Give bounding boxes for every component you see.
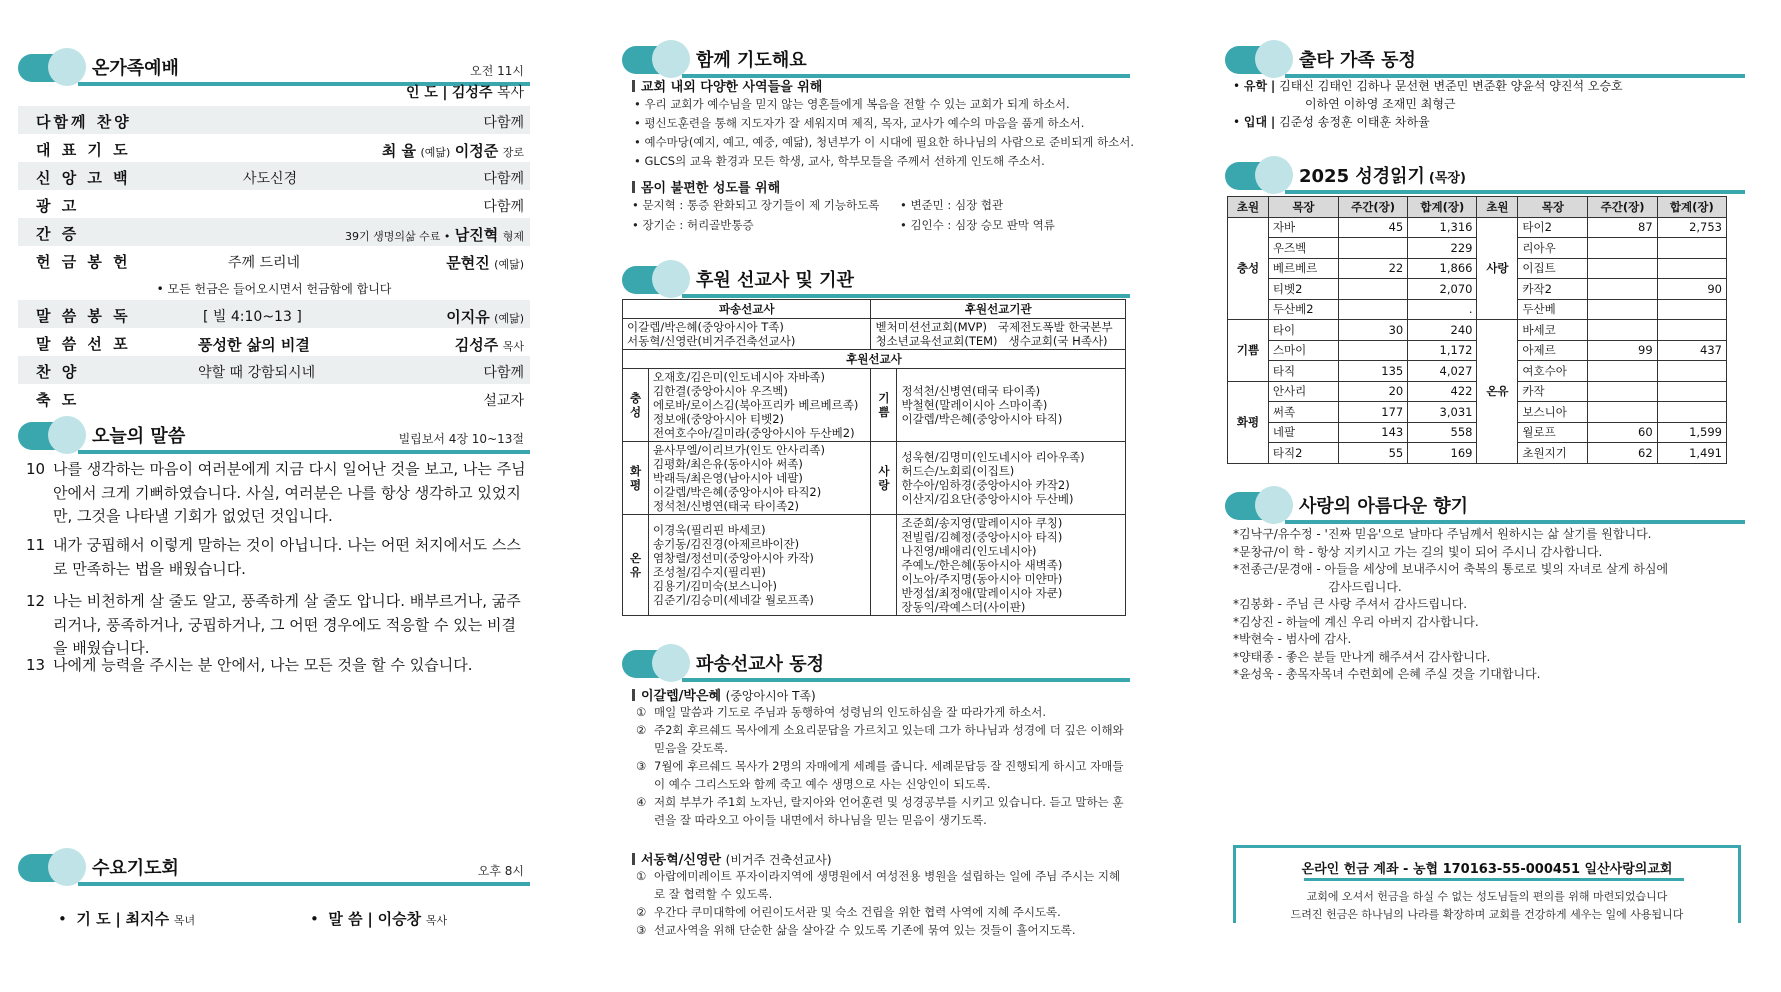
reading-cell-total: 2,070: [1408, 279, 1477, 300]
reading-col-header: 합계(장): [1657, 197, 1726, 218]
prayer-group1-title: 교회 내외 다양한 사역들을 위해: [632, 76, 822, 95]
mission-list: 조준희/송지영(말레이시아 쿠칭) 전빌립/김혜정(중앙아시아 타직) 나진영/배애리(인도네시아) 주예노/한은혜(동아시아 새벽족) 이노아/주지명(동아시아 미얀마) 반정섭/최정애(말레이시아 자쿤) 장동익/곽예스더(사이판): [897, 515, 1126, 616]
prayer-item: • 예수마당(예지, 예고, 예중, 예닮), 청년부가 이 시대에 필요한 하나님의 사람으로 준비되게 하소서.: [634, 134, 1134, 150]
order-label: 대 표 기 도: [36, 141, 131, 159]
order-person: 이지유 (예닮): [446, 308, 524, 326]
order-label: 간 증: [36, 225, 80, 243]
wednesday-time: 오후 8시: [477, 864, 524, 878]
order-person: 다함께: [483, 199, 524, 215]
family-title: 출타 가족 동정: [1299, 50, 1416, 71]
reading-cell-name: 초원지기: [1518, 443, 1588, 464]
reading-cell-name: 타직: [1268, 361, 1338, 382]
order-content: 약할 때 강함되시네: [198, 365, 316, 381]
prayer-title: 함께 기도해요: [696, 50, 807, 71]
scent-line: *전종근/문경애 - 아들을 세상에 보내주시어 축복의 통로로 빛의 자녀로 살게 하심에: [1233, 562, 1669, 576]
report-item: ③ 선교사역을 위해 단순한 삶을 살아갈 수 있도록 기존에 묶여 있는 것들이 흘어지도록.: [636, 923, 1076, 937]
order-label: 말 씀 선 포: [36, 335, 131, 353]
reading-group: 화평: [1228, 381, 1269, 463]
order-row: [18, 300, 530, 328]
prayer-header: [622, 40, 1130, 78]
scent-line: *김봉화 - 주님 큰 사랑 주셔서 감사드립니다.: [1233, 597, 1468, 611]
report-name: 서동혁/신영란 (비거주 건축선교사): [632, 849, 832, 868]
mission-list: 성욱현/김명미(인도네시아 리아우족) 허드슨/노회뢰(이집트) 한수아/임하경(중앙아시아 카작2) 이산지/김요단(중앙아시아 두산베): [897, 442, 1126, 515]
reading-col-header: 초원: [1228, 197, 1269, 218]
reading-cell-name: 타직2: [1268, 443, 1338, 464]
mission-list: 정석천/신병연(태국 타이족) 박철현(말레이시아 스마이족) 이갈렙/박은혜(중앙아시아 타직): [897, 369, 1126, 442]
reading-cell-total: 90: [1657, 279, 1726, 300]
scent-line: *양태종 - 좋은 분들 만나게 해주셔서 감사합니다.: [1233, 649, 1491, 664]
reading-cell-name: 타이: [1268, 320, 1338, 341]
verse: [26, 654, 526, 678]
prayer-item: • GLCS의 교육 환경과 모든 학생, 교사, 학부모들을 주께서 선하게 인도해 주소서.: [634, 153, 1045, 169]
reading-cell-week: [1588, 381, 1657, 402]
word-title: 오늘의 말씀: [92, 426, 186, 447]
reading-cell-total: 1,599: [1657, 422, 1726, 443]
verse-text: 나를 생각하는 마음이 여러분에게 지금 다시 일어난 것을 보고, 나는 주님 안에서 크게 기뻐하였습니다. 사실, 여러분은 나를 항상 생각하고 있었지만, 그것을 나타낼 기회가 없었던 것입니다.: [53, 460, 526, 525]
reading-row: [1228, 217, 1727, 238]
order-person: 다함께: [483, 115, 524, 131]
reading-cell-week: 177: [1338, 402, 1407, 423]
mission-group-label: 온 유: [623, 515, 649, 616]
reading-cell-name: 타이2: [1518, 217, 1588, 238]
reading-cell-total: [1657, 402, 1726, 423]
order-row: [18, 356, 530, 384]
reading-cell-total: .: [1408, 299, 1477, 320]
order-person: 39기 생명의삶 수료 • 남진혁 형제: [344, 226, 524, 244]
order-label: 헌 금 봉 헌: [36, 253, 131, 271]
worship-header: [18, 48, 530, 86]
reading-cell-total: [1657, 320, 1726, 341]
reading-col-header: 주간(장): [1588, 197, 1657, 218]
offering-note: • 모든 헌금은 들어오시면서 헌금함에 합니다: [156, 282, 392, 296]
report-item: ③ 7월에 후르쉐드 목사가 2명의 자매에게 세례를 줍니다. 세례문답등 잘 진행되게 하시고 자매들이 예수 그리스도와 함께 죽고 예수 생명으로 사는 신앙인이 되도록.: [636, 759, 1124, 791]
sent-list: 이갈렙/박은혜(중앙아시아 T족) 서동혁/신영란(비거주건축선교사): [623, 319, 871, 350]
reading-cell-week: [1338, 279, 1407, 300]
reading-cell-name: 아제르: [1518, 340, 1588, 361]
reading-cell-week: [1588, 320, 1657, 341]
reading-cell-total: 1,491: [1657, 443, 1726, 464]
news-header: [622, 644, 1130, 682]
reading-cell-week: 20: [1338, 381, 1407, 402]
mission-list: 윤사무엘/이리브가(인도 안사리족) 김평화/최은유(동아시아 써족) 박래득/최은영(남아시아 네팔) 이갈렙/박은혜(중앙아시아 타직2) 정석천/신병연(태국 타이족2): [649, 442, 871, 515]
order-row: [18, 106, 530, 134]
reading-cell-name: 카작2: [1518, 279, 1588, 300]
order-label: 신 앙 고 백: [36, 169, 131, 187]
reading-cell-week: [1588, 361, 1657, 382]
mission-group-label: 사 랑: [871, 442, 897, 515]
wednesday-header: [18, 848, 530, 886]
order-label: 축 도: [36, 391, 80, 409]
reading-cell-week: [1338, 299, 1407, 320]
reading-cell-week: 135: [1338, 361, 1407, 382]
order-content: 풍성한 삶의 비결: [198, 336, 310, 354]
account-box: [1233, 845, 1741, 923]
order-person: 최 율 (예닮) 이정준 장로: [381, 142, 524, 160]
reading-cell-name: 이집트: [1518, 258, 1588, 279]
reading-cell-total: 229: [1408, 238, 1477, 259]
verse-text: 내가 궁핍해서 이렇게 말하는 것이 아닙니다. 나는 어떤 처지에서도 스스로 만족하는 법을 배웠습니다.: [53, 536, 521, 578]
family-header: [1225, 40, 1745, 78]
reading-cell-name: 보스니아: [1518, 402, 1588, 423]
report-item: ① 매일 말씀과 기도로 주님과 동행하여 성령님의 인도하심을 잘 따라가게 하소서.: [636, 705, 1047, 719]
report-name: 이갈렙/박은혜 (중앙아시아 T족): [632, 685, 816, 704]
verse: [26, 590, 526, 661]
reading-cell-week: 60: [1588, 422, 1657, 443]
reading-col-header: 합계(장): [1408, 197, 1477, 218]
org-header: 후원선교기관: [871, 300, 1126, 319]
reading-col-header: 주간(장): [1338, 197, 1407, 218]
reading-cell-week: [1588, 402, 1657, 423]
order-row: [18, 162, 530, 190]
scent-line: *문창규/이 학 - 항상 지키시고 가는 길의 빛이 되어 주시니 감사합니다.: [1233, 544, 1603, 559]
org-list: 벧처미션선교회(MVP) 국제전도폭발 한국본부 청소년교육선교회(TEM) 생수교회(국 H족사): [871, 319, 1126, 350]
account-line1: 교회에 오셔서 헌금을 하실 수 없는 성도님들의 편의를 위해 마련되었습니다: [1306, 890, 1668, 903]
reading-cell-week: 22: [1338, 258, 1407, 279]
scent-line: *박현숙 - 범사에 감사.: [1233, 632, 1352, 646]
order-row: [18, 246, 530, 274]
study-abroad-cont: 이하연 이하영 조재민 최형근: [1305, 97, 1456, 111]
reading-cell-name: 써족: [1268, 402, 1338, 423]
reading-cell-total: [1657, 238, 1726, 259]
reading-title: 2025 성경읽기 (목장): [1299, 166, 1466, 187]
reading-cell-total: 240: [1408, 320, 1477, 341]
verse-text: 나는 비천하게 살 줄도 알고, 풍족하게 살 줄도 압니다. 배부르거나, 굶주리거나, 풍족하거나, 궁핍하거나, 그 어떤 경우에도 적응할 수 있는 비결을 배웠습니다.: [53, 592, 521, 657]
order-person: 김성주 목사: [454, 336, 524, 354]
verse: [26, 534, 526, 581]
reading-cell-name: 바세코: [1518, 320, 1588, 341]
reading-cell-name: 여호수아: [1518, 361, 1588, 382]
reading-group: 온유: [1477, 320, 1518, 464]
order-content: 사도신경: [243, 171, 298, 187]
reading-cell-total: [1657, 299, 1726, 320]
reading-cell-week: [1588, 299, 1657, 320]
reading-cell-name: 스마이: [1268, 340, 1338, 361]
reading-group: 기쁨: [1228, 320, 1269, 382]
order-row: [18, 328, 530, 356]
report-item: ① 아랍에미레이트 푸자이라지역에 생명원에서 여성전용 병원을 설립하는 일에 주님 주시는 지혜로 잘 협력할 수 있도록.: [636, 869, 1121, 901]
reading-cell-name: 베르베르: [1268, 258, 1338, 279]
worship-leader: 인 도 | 김성주 목사: [405, 85, 524, 101]
order-row: [18, 218, 530, 246]
reading-cell-name: 카작: [1518, 381, 1588, 402]
missions-table: [622, 299, 1126, 616]
news-title: 파송선교사 동정: [696, 654, 824, 675]
order-row: [18, 384, 530, 412]
order-label: 찬 양: [36, 363, 80, 381]
reading-cell-name: 두산베: [1518, 299, 1588, 320]
reading-cell-week: [1338, 340, 1407, 361]
reading-group: 사랑: [1477, 217, 1518, 320]
reading-cell-total: 1,866: [1408, 258, 1477, 279]
reading-col-header: 목장: [1268, 197, 1338, 218]
prayer-sick-item: • 문지혁 : 통증 완화되고 장기들이 제 기능하도록: [632, 197, 879, 213]
reading-cell-name: 우즈벡: [1268, 238, 1338, 259]
report-item: ② 우간다 쿠미대학에 어린이도서관 및 숙소 건립을 위한 협력 사역에 지혜 주시도록.: [636, 905, 1061, 919]
reading-cell-week: [1588, 238, 1657, 259]
reading-cell-week: [1588, 279, 1657, 300]
reading-table: [1227, 196, 1727, 464]
reading-cell-total: 169: [1408, 443, 1477, 464]
scent-line: *윤성욱 - 총목자목녀 수련회에 은혜 주실 것을 기대합니다.: [1233, 667, 1541, 681]
order-label: 광 고: [36, 197, 80, 215]
order-person: 설교자: [483, 393, 524, 409]
reading-group: 충성: [1228, 217, 1269, 320]
reading-cell-total: 437: [1657, 340, 1726, 361]
word-header: [18, 416, 530, 454]
reading-cell-name: 티벳2: [1268, 279, 1338, 300]
scent-line: *김낙구/유수정 - '진짜 믿음'으로 날마다 주님께서 원하시는 삶 살기를 원합니다.: [1233, 527, 1652, 541]
reading-cell-week: 62: [1588, 443, 1657, 464]
order-content: 주께 드리네: [228, 255, 301, 271]
reading-cell-name: 월로프: [1518, 422, 1588, 443]
wednesday-sermon: • 말 씀 | 이승창 목사: [310, 910, 448, 928]
prayer-group2-title: 몸이 불편한 성도를 위해: [632, 177, 780, 196]
study-abroad: • 유학 | 김태신 김태인 김하나 문선현 변준민 변준환 양윤석 양진석 오승호: [1233, 79, 1623, 93]
family-reading-column: [1225, 0, 1745, 992]
verse-number: 12: [26, 592, 46, 610]
missions-title: 후원 선교사 및 기관: [696, 270, 854, 291]
worship-column: [18, 0, 530, 992]
reading-header: [1225, 156, 1745, 194]
wednesday-prayer: • 기 도 | 최지수 목녀: [58, 910, 196, 928]
reading-cell-total: 558: [1408, 422, 1477, 443]
order-content: [ 빌 4:10~13 ]: [203, 309, 302, 325]
scent-header: [1225, 486, 1745, 524]
support-header: 후원선교사: [623, 350, 1126, 369]
reading-row: [1228, 320, 1727, 341]
prayer-sick-item: • 장기순 : 허리골반통증: [632, 217, 754, 233]
military: • 입대 | 김준성 송정훈 이태훈 차하율: [1233, 115, 1430, 129]
reading-cell-name: 리아우: [1518, 238, 1588, 259]
verse-number: 13: [26, 656, 46, 674]
reading-cell-total: 2,753: [1657, 217, 1726, 238]
reading-cell-week: [1588, 258, 1657, 279]
reading-col-header: 목장: [1518, 197, 1588, 218]
mission-list: 오재호/김은미(인도네시아 자바족) 김한결(중앙아시아 우즈벡) 에로바/로이스김(북아프리카 베르베르족) 정보애(중앙아시아 티벳2) 전여호수아/길미라(중앙아시아 두산베2): [649, 369, 871, 442]
reading-cell-week: 99: [1588, 340, 1657, 361]
worship-title: 온가족예배: [92, 58, 179, 79]
order-label: 말 씀 봉 독: [36, 307, 131, 325]
reading-cell-total: [1657, 381, 1726, 402]
reading-cell-total: 422: [1408, 381, 1477, 402]
verse-number: 10: [26, 460, 46, 478]
prayer-sick-item: • 변준민 : 심장 협관: [900, 197, 1003, 213]
order-row: [18, 134, 530, 162]
scent-title: 사랑의 아름다운 향기: [1299, 496, 1469, 517]
reading-cell-total: 4,027: [1408, 361, 1477, 382]
reading-cell-total: 1,316: [1408, 217, 1477, 238]
scent-line: *김상진 - 하늘에 계신 우리 아버지 감사합니다.: [1233, 614, 1479, 629]
reading-cell-total: 1,172: [1408, 340, 1477, 361]
order-person: 다함께: [483, 365, 524, 381]
mission-group-label: 기 쁨: [871, 369, 897, 442]
prayer-item: • 우리 교회가 예수님을 믿지 않는 영혼들에게 복음을 전할 수 있는 교회가 되게 하소서.: [634, 96, 1070, 112]
reading-cell-name: 자바: [1268, 217, 1338, 238]
reading-cell-week: 55: [1338, 443, 1407, 464]
order-label: 다함께 찬양: [36, 113, 132, 131]
word-reference: 빌립보서 4장 10~13절: [398, 432, 524, 446]
account-title: 온라인 헌금 계좌 - 농협 170163-55-000451 일산사랑의교회: [1301, 862, 1673, 877]
sent-header: 파송선교사: [623, 300, 871, 319]
order-person: 문현진 (예닮): [446, 254, 524, 272]
reading-cell-total: [1657, 361, 1726, 382]
reading-cell-week: 30: [1338, 320, 1407, 341]
prayer-missions-column: [622, 0, 1135, 992]
reading-col-header: 초원: [1477, 197, 1518, 218]
reading-cell-name: 두산베2: [1268, 299, 1338, 320]
reading-cell-week: 143: [1338, 422, 1407, 443]
report-item: ② 주2회 후르쉐드 목사에게 소요리문답을 가르치고 있는데 그가 하나님과 성경에 더 깊은 이해와 믿음을 갖도록.: [636, 723, 1124, 755]
order-row: [18, 190, 530, 218]
reading-cell-total: [1657, 258, 1726, 279]
missions-header: [622, 260, 1130, 298]
worship-time: 오전 11시: [470, 64, 524, 78]
prayer-item: • 평신도훈련을 통해 지도자가 잘 세워지며 제직, 목자, 교사가 예수의 마음을 품게 하소서.: [634, 115, 1084, 131]
reading-cell-total: 3,031: [1408, 402, 1477, 423]
mission-list: 이경욱(필리핀 바세코) 송기동/김진경(아제르바이잔) 염창렬/정선미(중앙아시아 카작) 조성철/김수지(필리핀) 김용기/김미숙(보스니아) 김준기/김승미(세네갈 월로프족): [649, 515, 871, 616]
scent-line: 감사드립니다.: [1233, 579, 1402, 594]
report-item: ④ 저희 부부가 주1회 노자닌, 랄지아와 언어훈련 및 성경공부를 시키고 있습니다. 듣고 말하는 훈련을 잘 따라오고 아이들 내면에서 하나님을 믿는 믿음이 생기도록.: [636, 795, 1124, 827]
order-person: 다함께: [483, 171, 524, 187]
reading-cell-week: 87: [1588, 217, 1657, 238]
mission-group-label: 충 성: [623, 369, 649, 442]
reading-cell-week: 45: [1338, 217, 1407, 238]
verse: [26, 458, 526, 529]
reading-cell-name: 네팔: [1268, 422, 1338, 443]
mission-group-label: [871, 515, 897, 616]
account-line2: 드려진 헌금은 하나님의 나라를 확장하며 교회를 건강하게 세우는 일에 사용됩니다: [1290, 908, 1684, 921]
verse-number: 11: [26, 536, 46, 554]
wednesday-title: 수요기도회: [92, 858, 179, 879]
prayer-sick-item: • 김인수 : 심장 승모 판막 역류: [900, 217, 1055, 233]
verse-text: 나에게 능력을 주시는 분 안에서, 나는 모든 것을 할 수 있습니다.: [53, 656, 473, 674]
reading-cell-name: 안사리: [1268, 381, 1338, 402]
mission-group-label: 화 평: [623, 442, 649, 515]
reading-cell-week: [1338, 238, 1407, 259]
